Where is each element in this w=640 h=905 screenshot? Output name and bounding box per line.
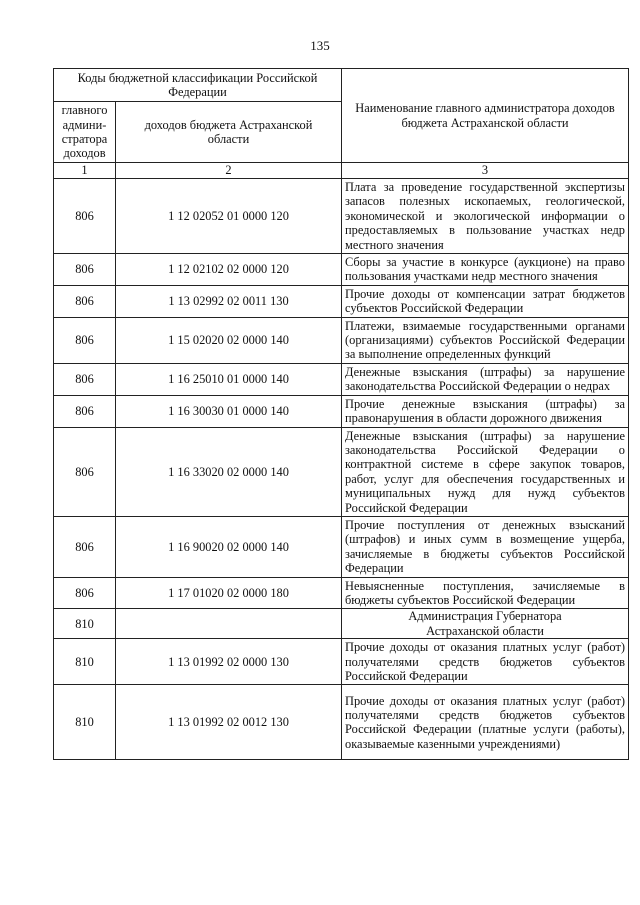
admin-column-header: главного админи-стратора доходов (54, 102, 116, 163)
admin-code-cell: 806 (54, 317, 116, 363)
table-row (54, 516, 629, 577)
codes-group-header: Коды бюджетной классификации Российской Федерации (54, 69, 342, 102)
name-cell: Прочие доходы от компенсации затрат бюджетов субъектов Российской Федерации (342, 285, 629, 317)
revenue-code-cell: 1 12 02052 01 0000 120 (116, 179, 342, 254)
revenue-code-cell: 1 13 02992 02 0011 130 (116, 285, 342, 317)
name-cell: Сборы за участие в конкурсе (аукционе) на право пользования участками недр местного значения (342, 254, 629, 286)
revenue-code-cell: 1 17 01020 02 0000 180 (116, 577, 342, 609)
table-row (54, 427, 629, 516)
page-number: 135 (310, 38, 330, 53)
admin-code-cell: 806 (54, 285, 116, 317)
admin-code-cell: 806 (54, 254, 116, 286)
revenue-code-cell: 1 13 01992 02 0000 130 (116, 639, 342, 685)
administrator-name: Администрация Губернатора Астраханской области (342, 609, 629, 639)
admin-code-cell: 806 (54, 179, 116, 254)
table-row (54, 639, 629, 685)
revenue-column-header: доходов бюджета Астраханской области (116, 102, 342, 163)
name-cell: Денежные взыскания (штрафы) за нарушение законодательства Российской Федерации о недрах (342, 363, 629, 395)
column-number-row (54, 163, 629, 179)
table-row (54, 254, 629, 286)
name-cell: Плата за проведение государственной экспертизы запасов полезных ископаемых, геологической, экономической и экологической информации о предоставляемых в пользование участках недр местного значения (342, 179, 629, 254)
name-cell: Невыясненные поступления, зачисляемые в бюджеты субъектов Российской Федерации (342, 577, 629, 609)
table-row (54, 285, 629, 317)
column-number: 1 (54, 163, 116, 179)
name-cell: Прочие доходы от оказания платных услуг (работ) получателями средств бюджетов субъектов Российской Федерации (342, 639, 629, 685)
name-cell: Прочие поступления от денежных взысканий (штрафов) и иных сумм в возмещение ущерба, зачисляемые в бюджеты субъектов Российской Федерации (342, 516, 629, 577)
admin-code-cell: 806 (54, 577, 116, 609)
revenue-code-cell: 1 12 02102 02 0000 120 (116, 254, 342, 286)
revenue-code-cell: 1 16 25010 01 0000 140 (116, 363, 342, 395)
revenue-code-cell: 1 16 33020 02 0000 140 (116, 427, 342, 516)
name-column-header: Наименование главного администратора доходов бюджета Астраханской области (342, 69, 629, 163)
revenue-code-cell (116, 609, 342, 639)
admin-code-cell: 806 (54, 516, 116, 577)
name-cell: Денежные взыскания (штрафы) за нарушение законодательства Российской Федерации о контрактной системе в сфере закупок товаров, работ, услуг для обеспечения государственных и муниципальных нужд для нужд субъектов Российской Федерации (342, 427, 629, 516)
name-cell: Платежи, взимаемые государственными органами (организациями) субъектов Российской Федерации за выполнение определенных функций (342, 317, 629, 363)
revenue-code-cell: 1 15 02020 02 0000 140 (116, 317, 342, 363)
admin-code-cell: 810 (54, 609, 116, 639)
column-number: 2 (116, 163, 342, 179)
revenue-code-cell: 1 13 01992 02 0012 130 (116, 685, 342, 760)
revenue-code-cell: 1 16 30030 01 0000 140 (116, 395, 342, 427)
revenue-code-cell: 1 16 90020 02 0000 140 (116, 516, 342, 577)
administrator-header-row (54, 609, 629, 639)
name-cell: Прочие денежные взыскания (штрафы) за правонарушения в области дорожного движения (342, 395, 629, 427)
admin-code-cell: 806 (54, 395, 116, 427)
table-header-row (54, 69, 629, 102)
table-row (54, 317, 629, 363)
table-row (54, 685, 629, 760)
column-number: 3 (342, 163, 629, 179)
admin-code-cell: 806 (54, 363, 116, 395)
admin-code-cell: 806 (54, 427, 116, 516)
admin-code-cell: 810 (54, 685, 116, 760)
name-cell: Прочие доходы от оказания платных услуг (работ) получателями средств бюджетов субъектов Российской Федерации (платные услуги (работы), оказываемые казенными учреждениями) (342, 685, 629, 760)
budget-classification-table (53, 68, 629, 760)
table-row (54, 363, 629, 395)
table-row (54, 577, 629, 609)
admin-code-cell: 810 (54, 639, 116, 685)
table-row (54, 395, 629, 427)
table-row (54, 179, 629, 254)
